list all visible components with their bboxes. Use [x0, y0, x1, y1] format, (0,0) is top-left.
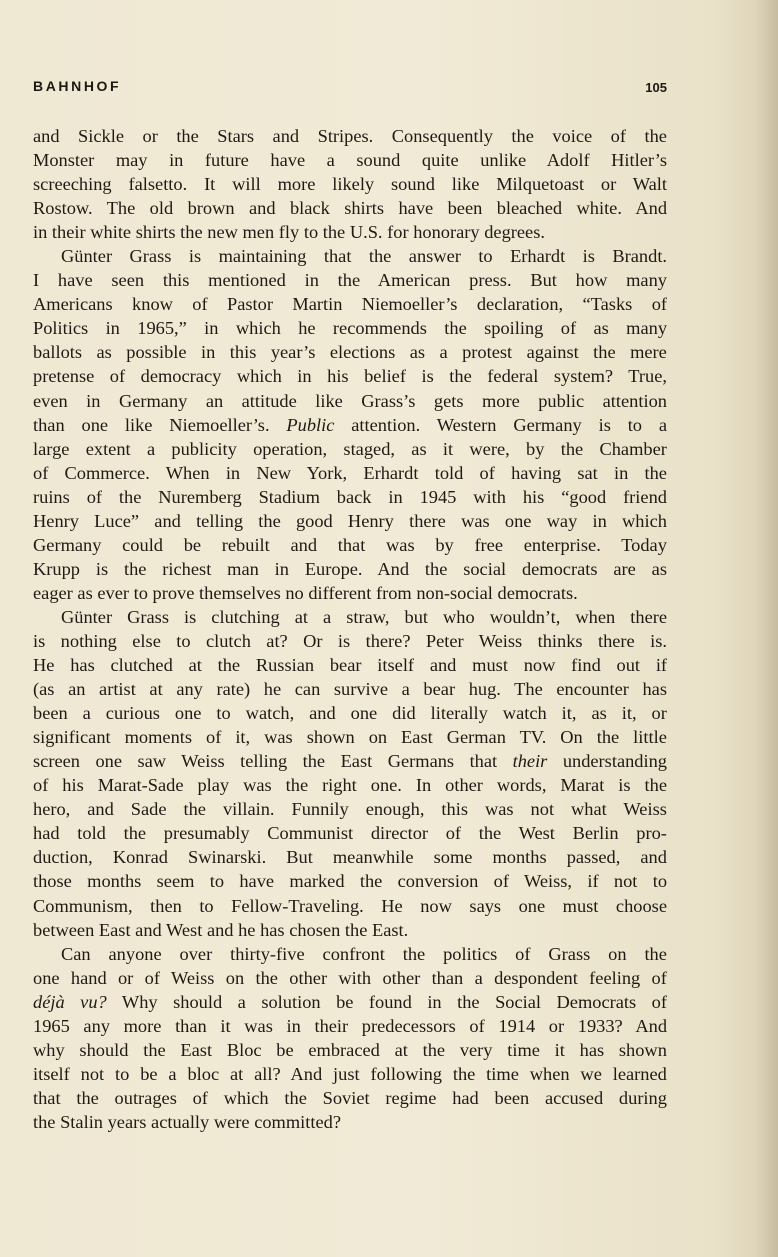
text-line: why should the East Bloc be embraced at the very time it has shown: [33, 1039, 667, 1060]
running-head: [33, 78, 667, 98]
text-line: Americans know of Pastor Martin Niemoeller’s declaration, “Tasks of: [33, 294, 668, 315]
paragraph: [33, 605, 667, 942]
text-line: Communism, then to Fellow-Traveling. He now says one must choose: [33, 895, 667, 916]
text-line: even in Germany an attitude like Grass’s gets more public attention: [33, 390, 667, 411]
text-line: ballots as possible in this year’s elections as a protest against the mere: [33, 342, 667, 363]
running-title: BAHNHOF: [33, 78, 122, 94]
text-line: Germany could be rebuilt and that was by free enterprise. Today: [33, 534, 667, 555]
text-line: of Commerce. When in New York, Erhardt told of having sat in the: [33, 462, 667, 483]
page-number: 105: [645, 80, 667, 95]
text-line: the Stalin years actually were committed?: [33, 1111, 342, 1132]
text-line: He has clutched at the Russian bear itself and must now find out if: [33, 655, 668, 676]
paragraph: [33, 244, 667, 605]
text-line: eager as ever to prove themselves no different from non-social democrats.: [33, 582, 578, 603]
text-line: had told the presumably Communist director of the West Berlin pro-: [33, 823, 667, 844]
text-line: (as an artist at any rate) he can survive a bear hug. The encounter has: [33, 679, 667, 700]
text-line: between East and West and he has chosen the East.: [33, 919, 409, 940]
paragraph: [33, 124, 667, 244]
text-line: Politics in 1965,” in which he recommends the spoiling of as many: [33, 318, 668, 339]
text-line: screeching falsetto. It will more likely sound like Milquetoast or Walt: [33, 174, 668, 195]
text-line: of his Marat-Sade play was the right one. In other words, Marat is the: [33, 775, 667, 796]
text-line: 1965 any more than it was in their predecessors of 1914 or 1933? And: [33, 1015, 668, 1036]
page-edge-shadow: [756, 0, 778, 1257]
text-line: those months seem to have marked the conversion of Weiss, if not to: [33, 871, 668, 892]
text-line: Günter Grass is maintaining that the answer to Erhardt is Brandt.: [61, 246, 668, 267]
text-line: one hand or of Weiss on the other with other than a despondent feeling of: [33, 967, 667, 988]
text-line: is nothing else to clutch at? Or is there? Peter Weiss thinks there is.: [33, 630, 667, 651]
text-line: pretense of democracy which in his belief is the federal system? True,: [33, 366, 667, 387]
text-line: I have seen this mentioned in the American press. But how many: [33, 270, 667, 291]
text-line: Krupp is the richest man in Europe. And the social democrats are as: [33, 558, 667, 579]
text-line: that the outrages of which the Soviet regime had been accused during: [33, 1087, 667, 1108]
text-line: Rostow. The old brown and black shirts have been bleached white. And: [33, 198, 668, 219]
text-line: screen one saw Weiss telling the East Germans that their understanding: [33, 751, 668, 772]
text-line: déjà vu? Why should a solution be found in the Social Democrats of: [33, 991, 667, 1012]
text-line: than one like Niemoeller’s. Public attention. Western Germany is to a: [33, 414, 667, 435]
text-line: hero, and Sade the villain. Funnily enough, this was not what Weiss: [33, 799, 667, 820]
text-line: itself not to be a bloc at all? And just following the time when we learned: [33, 1063, 667, 1084]
text-line: and Sickle or the Stars and Stripes. Consequently the voice of the: [33, 126, 667, 146]
body-text: [33, 124, 667, 1134]
text-line: been a curious one to watch, and one did literally watch it, as it, or: [33, 703, 667, 724]
paragraph: [33, 942, 667, 1134]
text-line: Günter Grass is clutching at a straw, but who wouldn’t, when there: [61, 606, 668, 627]
text-line: significant moments of it, was shown on East German TV. On the little: [33, 727, 667, 748]
text-line: Can anyone over thirty-five confront the politics of Grass on the: [61, 943, 667, 964]
text-line: duction, Konrad Swinarski. But meanwhile some months passed, and: [33, 847, 667, 868]
text-line: ruins of the Nuremberg Stadium back in 1945 with his “good friend: [33, 486, 667, 507]
text-line: large extent a publicity operation, staged, as it were, by the Chamber: [33, 438, 667, 459]
text-line: Monster may in future have a sound quite unlike Adolf Hitler’s: [33, 150, 668, 171]
text-line: Henry Luce” and telling the good Henry there was one way in which: [33, 510, 667, 531]
text-line: in their white shirts the new men fly to the U.S. for honorary degrees.: [33, 222, 545, 243]
